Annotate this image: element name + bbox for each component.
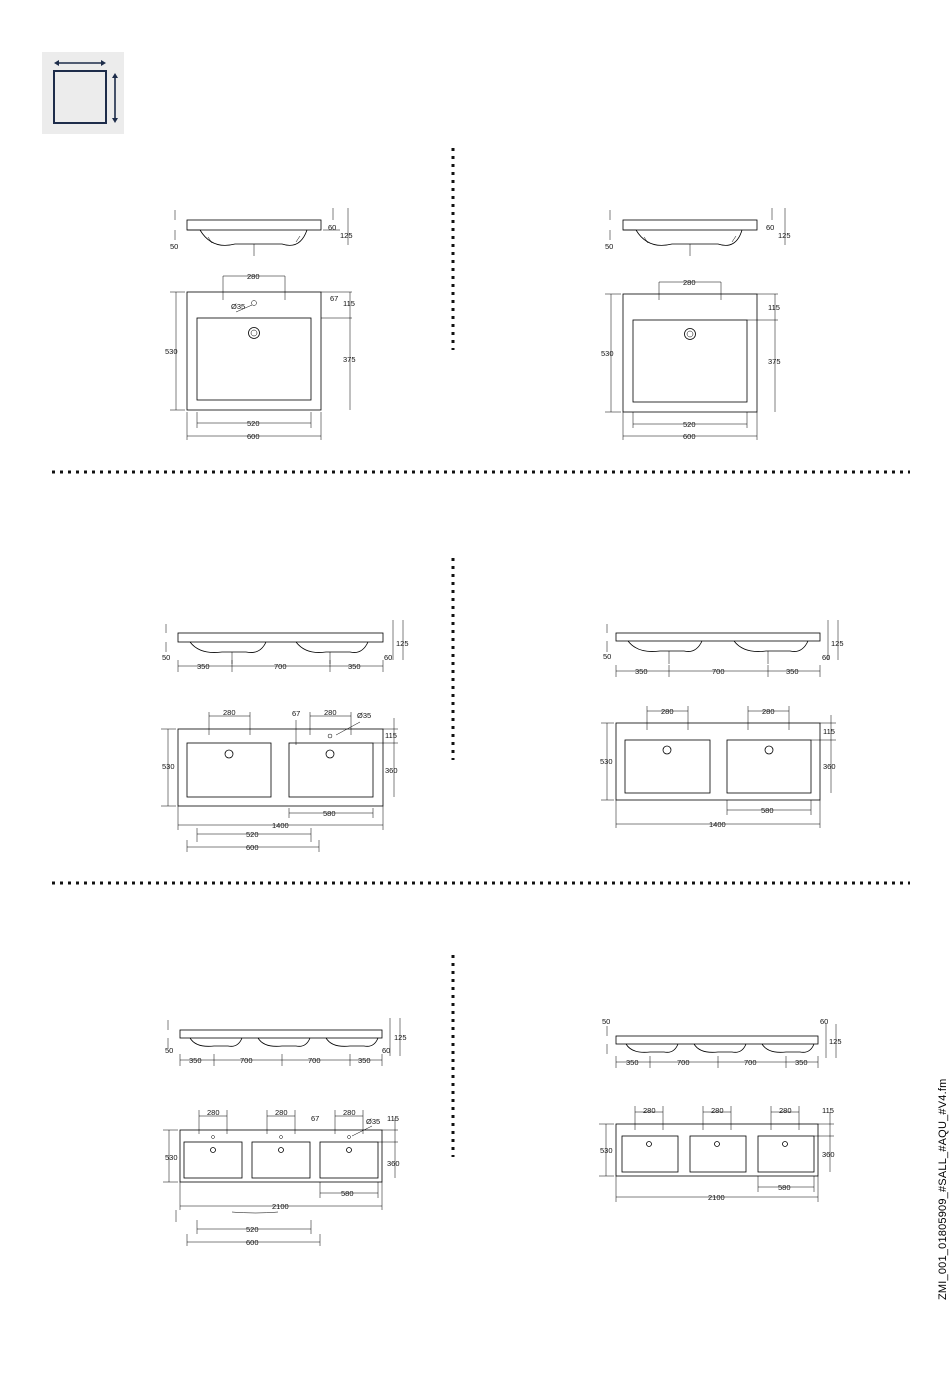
dim-360: 360 bbox=[385, 766, 398, 775]
dim-350-right: 350 bbox=[786, 667, 799, 676]
dim-side-60: 60 bbox=[384, 653, 393, 662]
dim-280-3: 280 bbox=[343, 1108, 356, 1117]
dim-side-125: 125 bbox=[394, 1033, 407, 1042]
dim-side-125: 125 bbox=[778, 231, 791, 240]
dim-530: 530 bbox=[165, 347, 178, 356]
dim-115: 115 bbox=[822, 1106, 834, 1115]
dim-580: 580 bbox=[341, 1189, 354, 1198]
dim-67: 67 bbox=[311, 1114, 320, 1123]
dim-side-50: 50 bbox=[602, 1017, 611, 1026]
dim-side-125: 125 bbox=[340, 231, 353, 240]
dim-diameter: Ø35 bbox=[357, 711, 372, 720]
dim-67: 67 bbox=[292, 709, 301, 718]
dim-side-60: 60 bbox=[328, 223, 337, 232]
footer-code: ZMI_001_01805909_#SALL_#AQU_#V4.fm bbox=[937, 1078, 949, 1300]
dim-350-right: 350 bbox=[348, 662, 361, 671]
dim-280-left: 280 bbox=[223, 708, 236, 717]
dim-115: 115 bbox=[385, 731, 397, 740]
dim-350-left: 350 bbox=[635, 667, 648, 676]
dim-side-50: 50 bbox=[170, 242, 179, 251]
dim-115: 115 bbox=[343, 299, 355, 308]
dim-side-60: 60 bbox=[822, 653, 831, 662]
dim-700: 700 bbox=[712, 667, 725, 676]
dim-280-right: 280 bbox=[324, 708, 337, 717]
triple-basin-a-top-view bbox=[163, 1108, 400, 1247]
dim-280-1: 280 bbox=[207, 1108, 220, 1117]
dim-1400: 1400 bbox=[272, 821, 289, 830]
dim-360: 360 bbox=[822, 1150, 835, 1159]
double-basin-a-side-view bbox=[162, 620, 409, 672]
triple-basin-a-side-view bbox=[165, 1018, 407, 1066]
dim-side-60: 60 bbox=[820, 1017, 829, 1026]
dim-520: 520 bbox=[246, 830, 259, 839]
dim-115: 115 bbox=[823, 727, 835, 736]
dim-side-50: 50 bbox=[162, 653, 171, 662]
single-basin-a-side-view bbox=[170, 208, 353, 256]
dim-520: 520 bbox=[683, 420, 696, 429]
dim-280: 280 bbox=[683, 278, 696, 287]
dim-530: 530 bbox=[600, 757, 613, 766]
dim-375: 375 bbox=[343, 355, 356, 364]
dim-280: 280 bbox=[247, 272, 260, 281]
dim-700-right: 700 bbox=[744, 1058, 757, 1067]
dim-700-left: 700 bbox=[677, 1058, 690, 1067]
dim-2100: 2100 bbox=[272, 1202, 289, 1211]
dim-580: 580 bbox=[323, 809, 336, 818]
dim-520: 520 bbox=[247, 419, 260, 428]
dimensions-icon bbox=[42, 52, 124, 134]
dim-side-125: 125 bbox=[396, 639, 409, 648]
dim-350-left: 350 bbox=[189, 1056, 202, 1065]
dim-600: 600 bbox=[683, 432, 696, 441]
dim-side-50: 50 bbox=[603, 652, 612, 661]
dim-side-50: 50 bbox=[605, 242, 614, 251]
dim-350-right: 350 bbox=[358, 1056, 371, 1065]
dim-360: 360 bbox=[387, 1159, 400, 1168]
dim-280-3: 280 bbox=[779, 1106, 792, 1115]
single-basin-b-side-view bbox=[605, 208, 791, 256]
double-basin-b-side-view bbox=[603, 620, 844, 677]
dim-520: 520 bbox=[246, 1225, 259, 1234]
dim-side-125: 125 bbox=[829, 1037, 842, 1046]
triple-basin-b-side-view bbox=[602, 1017, 842, 1068]
dim-530: 530 bbox=[165, 1153, 178, 1162]
dim-diameter: Ø35 bbox=[366, 1117, 381, 1126]
dim-280-right: 280 bbox=[762, 707, 775, 716]
dim-115: 115 bbox=[387, 1114, 399, 1123]
dim-side-50: 50 bbox=[165, 1046, 174, 1055]
dim-280-1: 280 bbox=[643, 1106, 656, 1115]
dim-side-60: 60 bbox=[382, 1046, 391, 1055]
dim-375: 375 bbox=[768, 357, 781, 366]
dim-280-2: 280 bbox=[275, 1108, 288, 1117]
dim-diameter: Ø35 bbox=[231, 302, 246, 311]
dim-350-left: 350 bbox=[626, 1058, 639, 1067]
dim-1400: 1400 bbox=[709, 820, 726, 829]
dim-530: 530 bbox=[162, 762, 175, 771]
dim-side-125: 125 bbox=[831, 639, 844, 648]
dim-580: 580 bbox=[761, 806, 774, 815]
dim-580: 580 bbox=[778, 1183, 791, 1192]
dim-530: 530 bbox=[600, 1146, 613, 1155]
dim-side-60: 60 bbox=[766, 223, 775, 232]
dim-700: 700 bbox=[274, 662, 287, 671]
dim-700-left: 700 bbox=[240, 1056, 253, 1065]
section-separators bbox=[52, 148, 910, 1157]
dim-530: 530 bbox=[601, 349, 614, 358]
single-basin-b-top-view bbox=[601, 278, 781, 441]
dim-600: 600 bbox=[246, 843, 259, 852]
dim-280-2: 280 bbox=[711, 1106, 724, 1115]
double-basin-a-top-view bbox=[161, 708, 398, 852]
dim-600: 600 bbox=[247, 432, 260, 441]
dim-115: 115 bbox=[768, 303, 780, 312]
triple-basin-b-top-view bbox=[599, 1106, 835, 1202]
single-basin-a-top-view bbox=[165, 272, 356, 441]
dim-350-right: 350 bbox=[795, 1058, 808, 1067]
dim-67: 67 bbox=[330, 294, 339, 303]
dim-2100: 2100 bbox=[708, 1193, 725, 1202]
double-basin-b-top-view bbox=[600, 706, 836, 829]
dim-600: 600 bbox=[246, 1238, 259, 1247]
dim-360: 360 bbox=[823, 762, 836, 771]
dim-280-left: 280 bbox=[661, 707, 674, 716]
dim-350-left: 350 bbox=[197, 662, 210, 671]
dim-700-right: 700 bbox=[308, 1056, 321, 1065]
footer-code-container bbox=[922, 1050, 950, 1300]
